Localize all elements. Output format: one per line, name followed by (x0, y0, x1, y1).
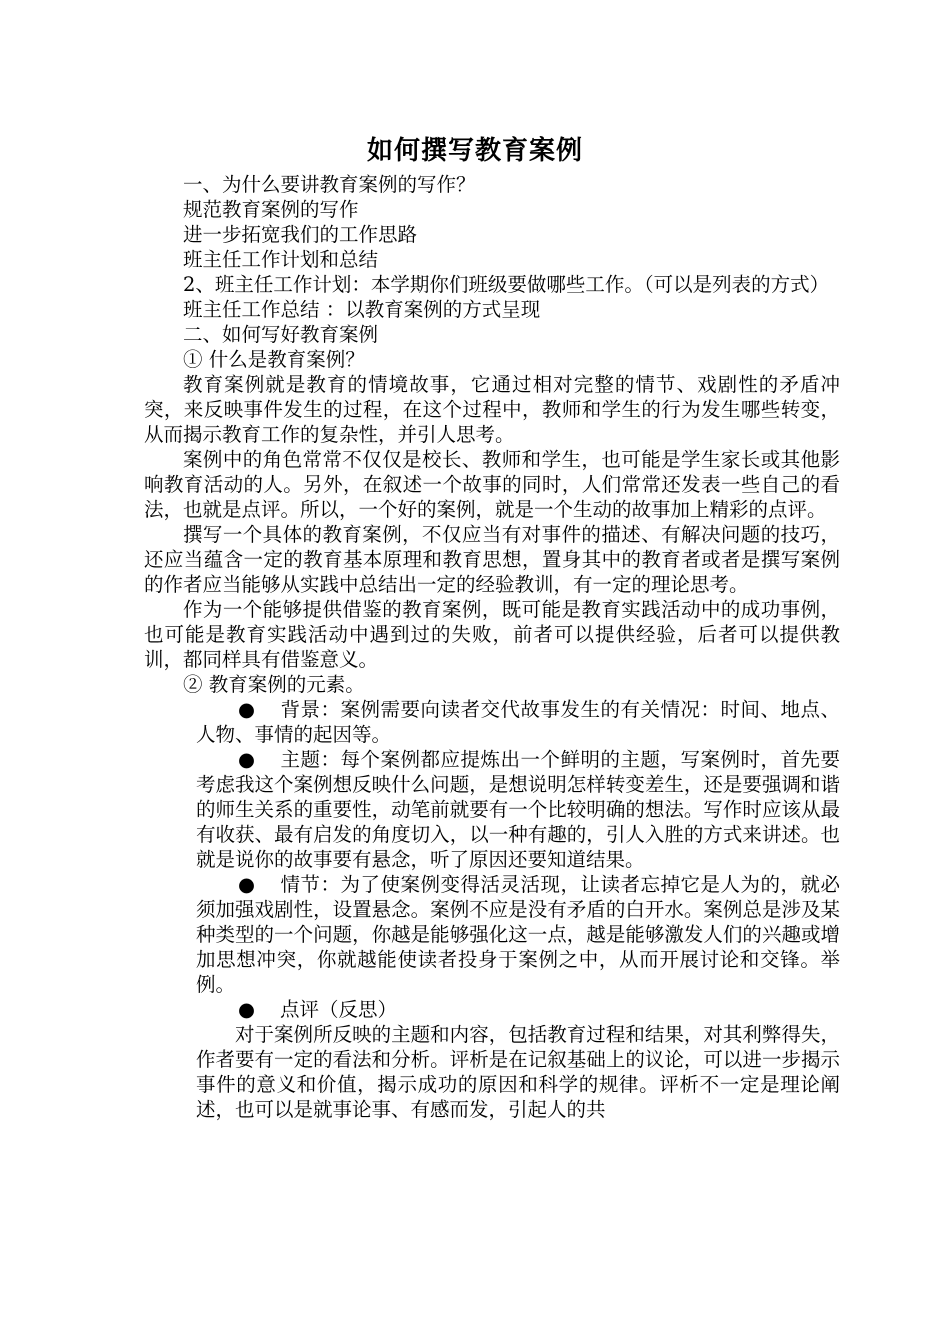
bullet-icon: ● (238, 698, 256, 721)
paragraph: 班主任工作总结 ：以教育案例的方式呈现 (183, 298, 541, 321)
document-title: 如何撰写教育案例 (366, 136, 583, 166)
paragraph: 作为一个能够提供借鉴的教育案例，既可能是教育实践活动中的成功事例，也可能是教育实践活动中遇到过的失败，前者可以提供经验，后者可以提供教训，都同样具有借鉴意义。 (144, 598, 840, 671)
paragraph: 对于案例所反映的主题和内容，包括教育过程和结果，对其利弊得失，作者要有一定的看法和分析。评析是在记叙基础上的议论，可以进一步揭示事件的意义和价值，揭示成功的原因和科学的规律。评析不一定是理论阐述，也可以是就事论事、有感而发，引起人的共 (196, 1023, 840, 1121)
paragraph: 教育案例就是教育的情境故事，它通过相对完整的情节、戏剧性的矛盾冲突，来反映事件发生的过程，在这个过程中，教师和学生的行为发生哪些转变，从而揭示教育工作的复杂性，并引人思考。 (144, 373, 840, 446)
section-heading: 一、为什么要讲教育案例的写作？ (183, 173, 476, 196)
bullet-item (196, 747, 840, 872)
subsection-heading: ② 教育案例的元素。 (183, 673, 365, 696)
bullet-icon: ● (238, 998, 256, 1021)
subsection-heading: ① 什么是教育案例？ (183, 348, 365, 371)
bullet-text: 情节：为了使案例变得活灵活现，让读者忘掉它是人为的，就必须加强戏剧性，设置悬念。案例不应是没有矛盾的白开水。案例总是涉及某种类型的一个问题，你越是能够强化这一点，越是能够激发人们的兴趣或增加思想冲突，你就越能使读者投身于案例之中，从而开展讨论和交锋。举例。 (196, 873, 840, 996)
document-body (144, 172, 840, 1122)
paragraph: 撰写一个具体的教育案例，不仅应当有对事件的描述、有解决问题的技巧，还应当蕴含一定的教育基本原理和教育思想，置身其中的教育者或者是撰写案例的作者应当能够从实践中总结出一定的经验教训，有一定的理论思考。 (144, 523, 840, 596)
bullet-text: 背景：案例需要向读者交代故事发生的有关情况：时间、地点、人物、事情的起因等。 (196, 698, 840, 746)
bullet-text: 主题：每个案例都应提炼出一个鲜明的主题，写案例时，首先要考虑我这个案例想反映什么问题，是想说明怎样转变差生，还是要强调和谐的师生关系的重要性，动笔前就要有一个比较明确的想法。写作时应该从最有收获、最有启发的角度切入，以一种有趣的，引人入胜的方式来讲述。也就是说你的故事要有悬念，听了原因还要知道结果。 (196, 748, 840, 871)
list-item: 班主任工作计划和总结 (183, 248, 379, 271)
bullet-item (196, 997, 840, 1022)
bullet-text: 点评（反思） (280, 998, 398, 1021)
bullet-icon: ● (238, 873, 256, 896)
bullet-item (196, 697, 840, 747)
paragraph: 2、班主任工作计划：本学期你们班级要做哪些工作。（可以是列表的方式） (183, 273, 830, 296)
list-item: 规范教育案例的写作 (183, 198, 359, 221)
bullet-icon: ● (238, 748, 256, 771)
paragraph: 案例中的角色常常不仅仅是校长、教师和学生，也可能是学生家长或其他影响教育活动的人。另外，在叙述一个故事的同时，人们常常还发表一些自己的看法，也就是点评。所以，一个好的案例，就是一个生动的故事加上精彩的点评。 (144, 448, 840, 521)
section-heading: 二、如何写好教育案例 (183, 323, 379, 346)
bullet-item (196, 872, 840, 997)
list-item: 进一步拓宽我们的工作思路 (183, 223, 418, 246)
